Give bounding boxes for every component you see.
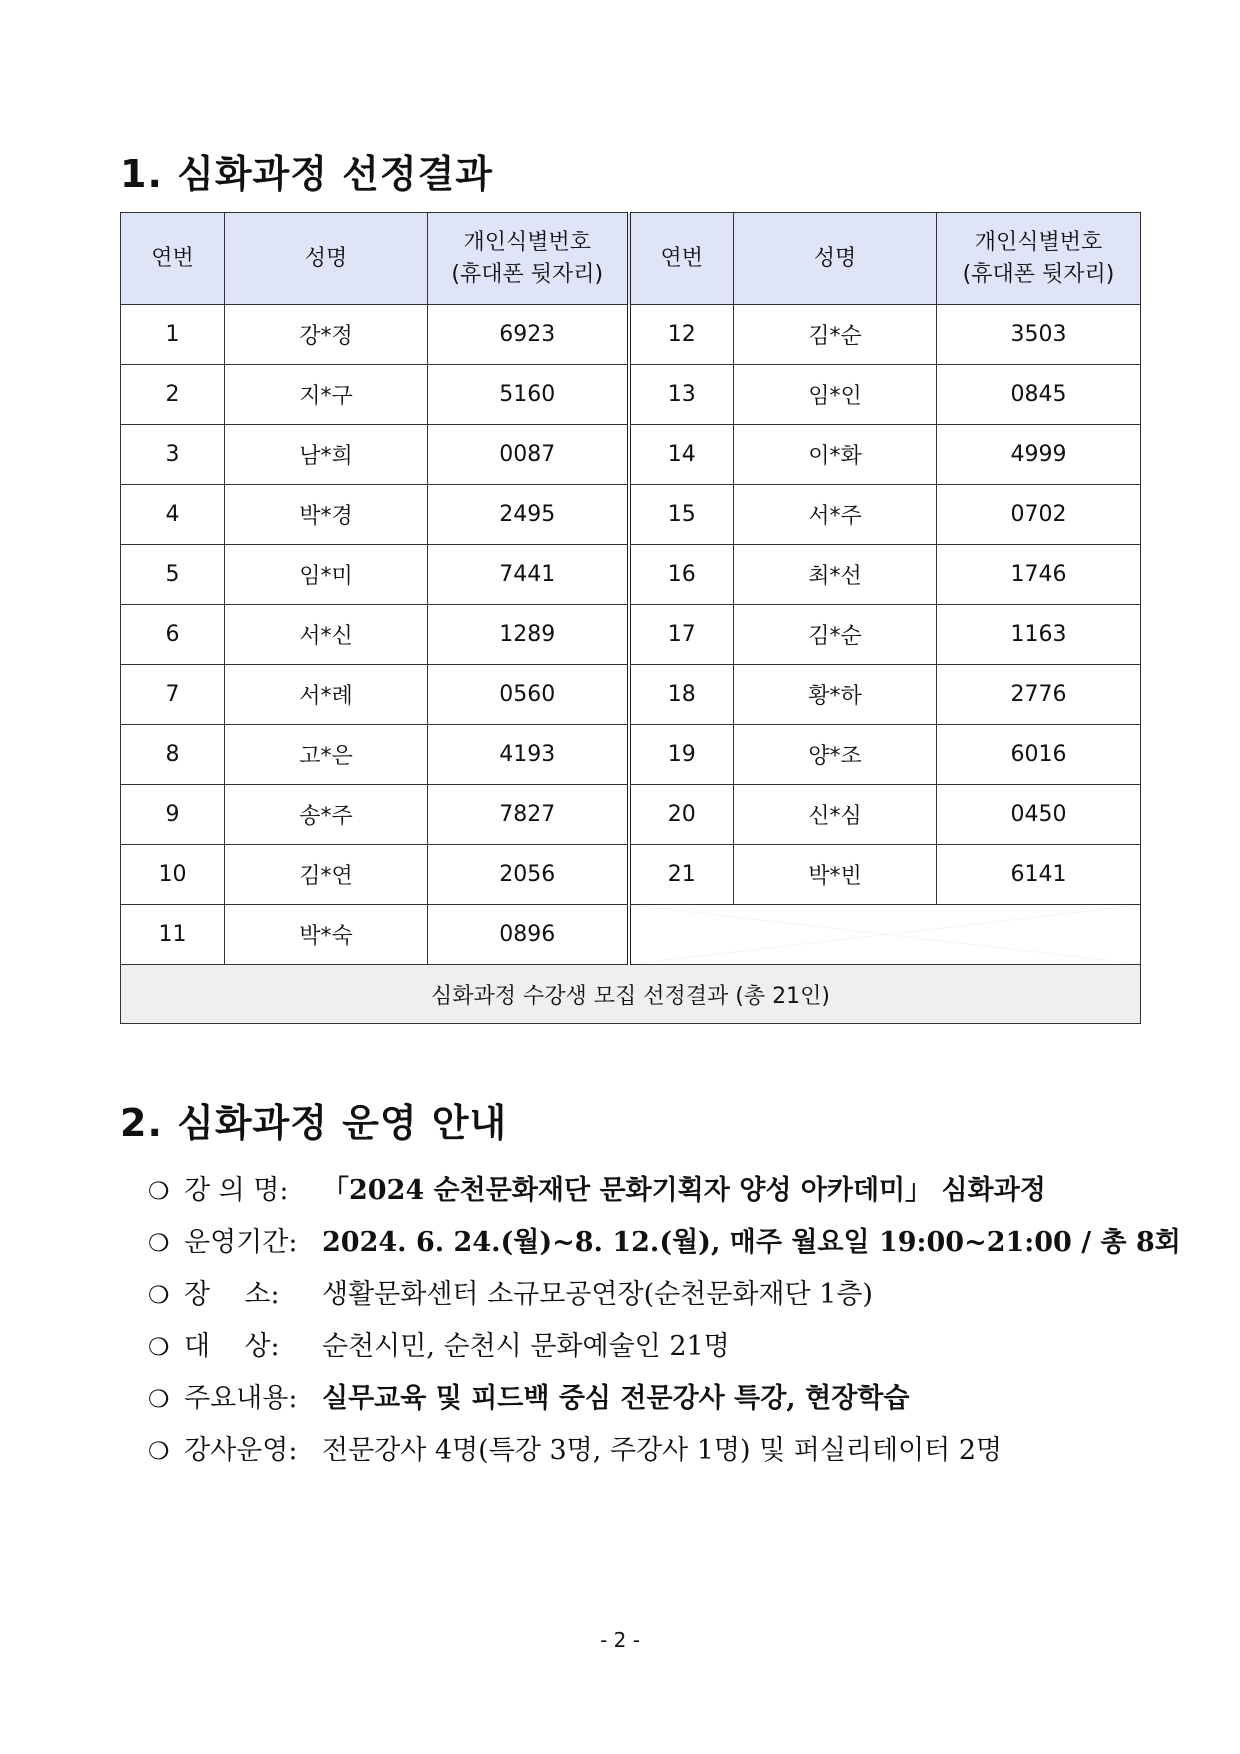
cell-id: 7827 xyxy=(428,785,629,845)
cell-id: 0896 xyxy=(428,905,629,965)
cell-no: 10 xyxy=(121,845,225,905)
header-name-left: 성명 xyxy=(225,213,428,305)
cell-name: 박*경 xyxy=(225,485,428,545)
table-row xyxy=(121,665,1141,725)
table-summary: 심화과정 수강생 모집 선정결과 (총 21인) xyxy=(121,965,1141,1024)
info-value: 실무교육 및 피드백 중심 전문강사 특강, 현장학습 xyxy=(322,1383,910,1414)
cell-name: 최*선 xyxy=(734,545,937,605)
cell-no: 8 xyxy=(121,725,225,785)
cell-name: 김*순 xyxy=(734,605,937,665)
table-row xyxy=(121,725,1141,785)
cell-name: 서*주 xyxy=(734,485,937,545)
table-row xyxy=(121,545,1141,605)
cell-id: 0702 xyxy=(937,485,1141,545)
cell-id: 6923 xyxy=(428,305,629,365)
section-1-title: 1. 심화과정 선정결과 xyxy=(120,152,493,196)
cell-no: 21 xyxy=(629,845,734,905)
table-row xyxy=(121,305,1141,365)
cell-no: 7 xyxy=(121,665,225,725)
info-label: 강 의 명: xyxy=(184,1175,289,1206)
cell-name: 신*심 xyxy=(734,785,937,845)
info-value: 생활문화센터 소규모공연장(순천문화재단 1층) xyxy=(322,1279,873,1310)
info-value: 순천시민, 순천시 문화예술인 21명 xyxy=(322,1331,730,1362)
info-value: 전문강사 4명(특강 3명, 주강사 1명) 및 퍼실리테이터 2명 xyxy=(322,1435,1003,1466)
cell-name: 이*화 xyxy=(734,425,937,485)
cell-no: 18 xyxy=(629,665,734,725)
table-header-row xyxy=(121,213,1141,305)
cell-id: 1289 xyxy=(428,605,629,665)
info-label: 운영기간: xyxy=(184,1227,298,1258)
cell-id: 4193 xyxy=(428,725,629,785)
table-footer-row xyxy=(121,965,1141,1024)
cell-id: 7441 xyxy=(428,545,629,605)
cell-no: 12 xyxy=(629,305,734,365)
table-row xyxy=(121,485,1141,545)
cell-no: 9 xyxy=(121,785,225,845)
header-no-right: 연번 xyxy=(629,213,734,305)
cell-id: 6016 xyxy=(937,725,1141,785)
cell-id: 2776 xyxy=(937,665,1141,725)
cell-no: 5 xyxy=(121,545,225,605)
cell-name: 남*희 xyxy=(225,425,428,485)
table-row xyxy=(121,905,1141,965)
cell-no: 15 xyxy=(629,485,734,545)
header-name-right: 성명 xyxy=(734,213,937,305)
cell-name: 김*순 xyxy=(734,305,937,365)
cell-name: 강*정 xyxy=(225,305,428,365)
header-id-line1: 개인식별번호 xyxy=(463,229,591,255)
empty-crossed-cell xyxy=(629,905,1141,965)
info-label: 장 소: xyxy=(184,1279,280,1310)
cell-name: 송*주 xyxy=(225,785,428,845)
cell-id: 2495 xyxy=(428,485,629,545)
cell-no: 3 xyxy=(121,425,225,485)
cell-id: 0845 xyxy=(937,365,1141,425)
cell-name: 임*미 xyxy=(225,545,428,605)
cell-id: 3503 xyxy=(937,305,1141,365)
cell-no: 14 xyxy=(629,425,734,485)
cell-no: 6 xyxy=(121,605,225,665)
header-id-left xyxy=(428,213,629,305)
table-row xyxy=(121,425,1141,485)
cell-id: 1163 xyxy=(937,605,1141,665)
section-2-title: 2. 심화과정 운영 안내 xyxy=(120,1101,508,1145)
cell-id: 1746 xyxy=(937,545,1141,605)
list-item xyxy=(148,1217,1181,1269)
circle-bullet-icon: ❍ xyxy=(148,1177,170,1205)
cell-id: 0450 xyxy=(937,785,1141,845)
circle-bullet-icon: ❍ xyxy=(148,1385,170,1413)
cell-id: 4999 xyxy=(937,425,1141,485)
cell-id: 2056 xyxy=(428,845,629,905)
list-item xyxy=(148,1165,1181,1217)
header-id-right xyxy=(937,213,1141,305)
cell-name: 서*신 xyxy=(225,605,428,665)
selection-results-table xyxy=(120,212,1141,1024)
list-item xyxy=(148,1373,1181,1425)
circle-bullet-icon: ❍ xyxy=(148,1281,170,1309)
cell-no: 19 xyxy=(629,725,734,785)
header-id-line2: (휴대폰 뒷자리) xyxy=(962,261,1115,287)
header-no-left: 연번 xyxy=(121,213,225,305)
page-number: - 2 - xyxy=(600,1628,640,1652)
cell-id: 5160 xyxy=(428,365,629,425)
cell-no: 13 xyxy=(629,365,734,425)
cell-no: 20 xyxy=(629,785,734,845)
cell-no: 2 xyxy=(121,365,225,425)
cell-id: 6141 xyxy=(937,845,1141,905)
cell-no: 1 xyxy=(121,305,225,365)
cell-no: 11 xyxy=(121,905,225,965)
info-label: 대 상: xyxy=(184,1331,280,1362)
list-item xyxy=(148,1269,1181,1321)
info-value: 2024. 6. 24.(월)~8. 12.(월), 매주 월요일 19:00~21:00 / 총 8회 xyxy=(322,1227,1181,1258)
cell-name: 지*구 xyxy=(225,365,428,425)
cell-name: 황*하 xyxy=(734,665,937,725)
info-value: 「2024 순천문화재단 문화기획자 양성 아카데미」 심화과정 xyxy=(322,1175,1046,1206)
circle-bullet-icon: ❍ xyxy=(148,1437,170,1465)
cell-name: 서*례 xyxy=(225,665,428,725)
selection-results-table-container xyxy=(120,212,1140,1024)
info-label: 강사운영: xyxy=(184,1435,298,1466)
cell-name: 임*인 xyxy=(734,365,937,425)
list-item xyxy=(148,1321,1181,1373)
cell-name: 김*연 xyxy=(225,845,428,905)
table-row xyxy=(121,365,1141,425)
cell-name: 양*조 xyxy=(734,725,937,785)
cell-name: 고*은 xyxy=(225,725,428,785)
cross-lines-graphic xyxy=(631,905,1141,964)
cell-no: 17 xyxy=(629,605,734,665)
header-id-line1: 개인식별번호 xyxy=(974,229,1103,255)
info-label: 주요내용: xyxy=(184,1383,298,1414)
header-id-line2: (휴대폰 뒷자리) xyxy=(451,261,604,287)
cell-no: 4 xyxy=(121,485,225,545)
cell-name: 박*빈 xyxy=(734,845,937,905)
table-row xyxy=(121,785,1141,845)
circle-bullet-icon: ❍ xyxy=(148,1229,170,1257)
cell-id: 0087 xyxy=(428,425,629,485)
circle-bullet-icon: ❍ xyxy=(148,1333,170,1361)
table-row xyxy=(121,605,1141,665)
course-info-list xyxy=(148,1165,1181,1477)
cell-no: 16 xyxy=(629,545,734,605)
table-row xyxy=(121,845,1141,905)
cell-id: 0560 xyxy=(428,665,629,725)
list-item xyxy=(148,1425,1181,1477)
cell-name: 박*숙 xyxy=(225,905,428,965)
